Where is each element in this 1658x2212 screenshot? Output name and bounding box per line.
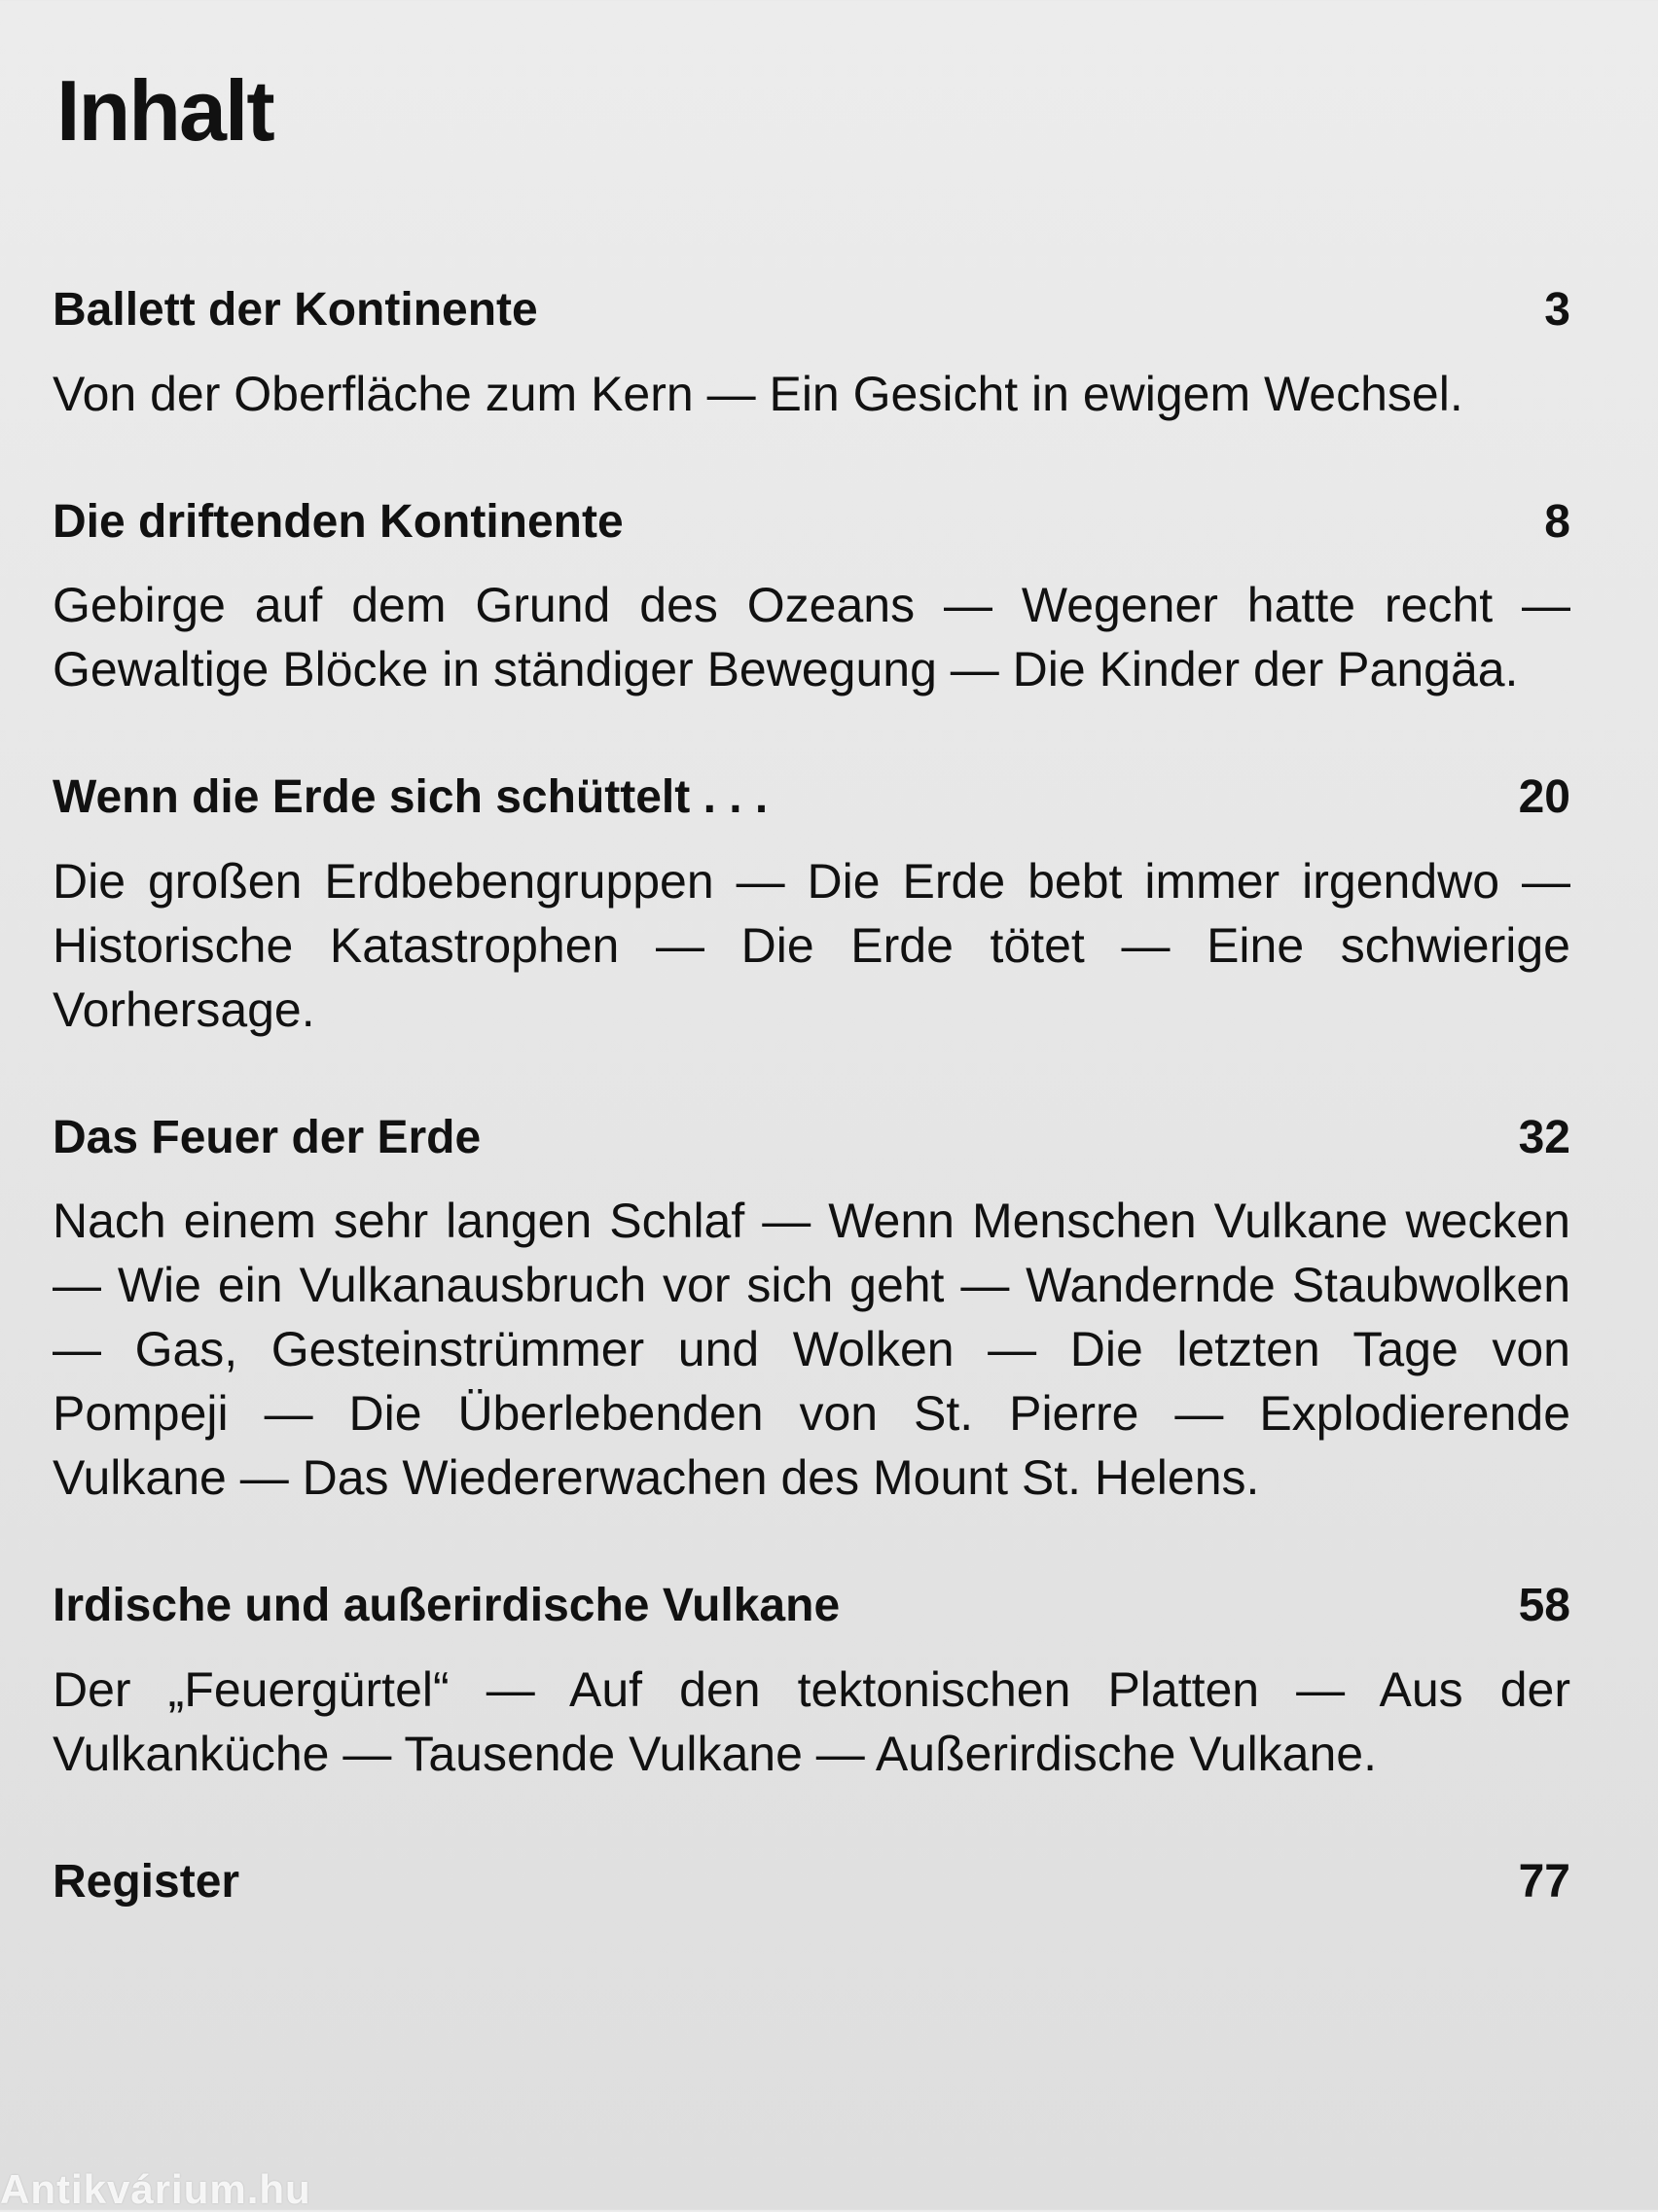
page-title: Inhalt — [56, 62, 273, 159]
toc-entry — [53, 769, 1570, 1042]
table-of-contents — [53, 282, 1570, 1979]
toc-entry-header — [53, 1854, 1570, 1910]
toc-entry-header — [53, 282, 1570, 339]
toc-entry-heading: Irdische und außerirdische Vulkane — [53, 1580, 841, 1632]
toc-entry-page-number: 32 — [1518, 1111, 1570, 1163]
toc-entry-header — [53, 769, 1570, 826]
toc-entry-heading: Ballett der Kontinente — [53, 284, 538, 336]
toc-entry — [53, 1854, 1570, 1910]
toc-entry-description: Nach einem sehr langen Schlaf — Wenn Menschen Vulkane wecken — Wie ein Vulkanausbruch vor sich geht — Wandernde Staubwolken — Gas, Gesteinstrümmer und Wolken — Die letzten Tage von Pompeji — Die Überlebenden von St. Pierre — Explodierende Vulkane — Das Wiedererwachen des Mount St. Helens. — [53, 1194, 1570, 1506]
toc-entry-heading: Das Feuer der Erde — [53, 1111, 482, 1163]
toc-entry-description: Der „Feuergürtel“ — Auf den tektonischen Platten — Aus der Vulkanküche — Tausende Vulkane — Außerirdische Vulkane. — [53, 1661, 1570, 1781]
toc-entry-page-number: 3 — [1544, 284, 1570, 336]
toc-entry-description: Die großen Erdbebengruppen — Die Erde bebt immer irgendwo — Historische Katastrophen — Die Erde tötet — Eine schwierige Vorhersage. — [53, 853, 1570, 1037]
toc-entry-page-number: 58 — [1518, 1580, 1570, 1632]
toc-entry-header — [53, 494, 1570, 551]
toc-entry — [53, 1578, 1570, 1786]
toc-entry-header — [53, 1110, 1570, 1166]
toc-entry — [53, 494, 1570, 702]
toc-entry — [53, 1110, 1570, 1511]
toc-entry-heading: Die driftenden Kontinente — [53, 495, 624, 548]
toc-entry-heading: Register — [53, 1855, 240, 1908]
watermark: Antikvárium.hu — [0, 2166, 311, 2212]
toc-entry — [53, 282, 1570, 426]
toc-entry-header — [53, 1578, 1570, 1634]
toc-entry-page-number: 77 — [1518, 1855, 1570, 1908]
toc-entry-description: Gebirge auf dem Grund des Ozeans — Wegener hatte recht — Gewaltige Blöcke in ständiger Bewegung — Die Kinder der Pangäa. — [53, 578, 1570, 697]
toc-entry-heading: Wenn die Erde sich schüttelt . . . — [53, 771, 769, 824]
toc-entry-description: Von der Oberfläche zum Kern — Ein Gesicht in ewigem Wechsel. — [53, 366, 1463, 421]
toc-entry-page-number: 20 — [1518, 771, 1570, 824]
toc-entry-page-number: 8 — [1544, 495, 1570, 548]
